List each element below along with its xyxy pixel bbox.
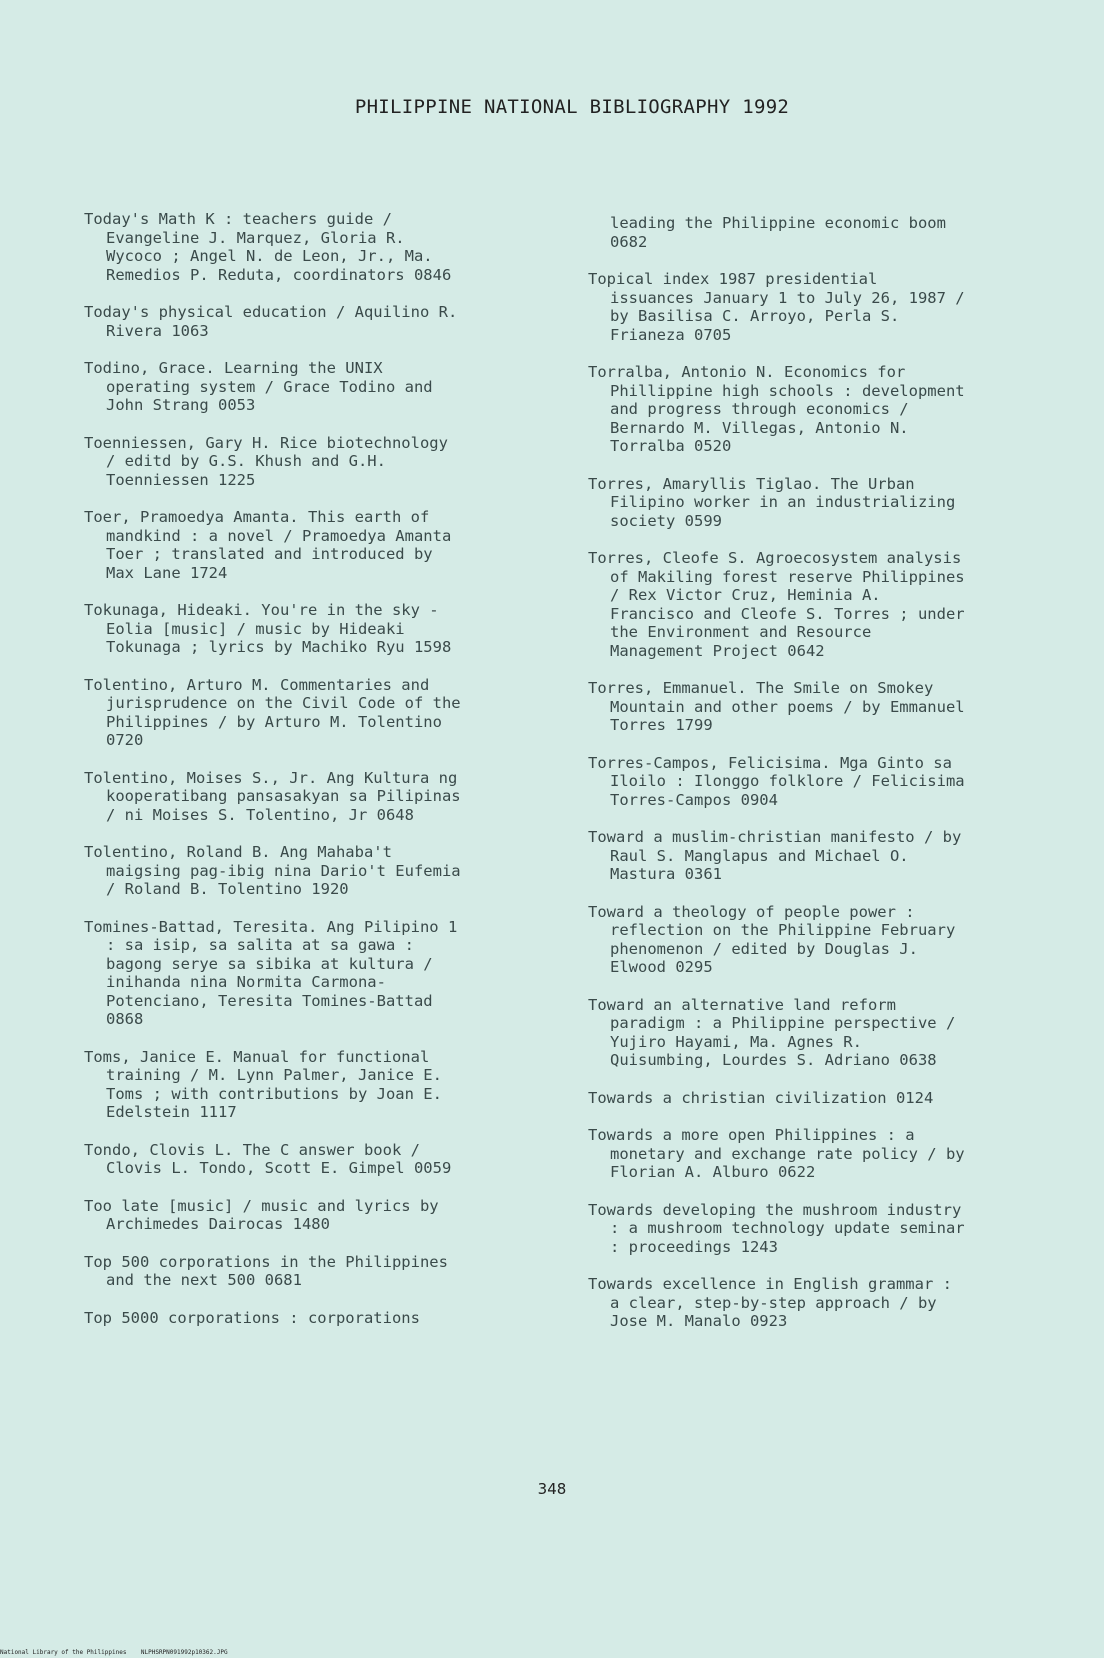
bibliography-entry: Toward an alternative land reform paradigm : a Philippine perspective / Yujiro Hayami, Ma. Agnes R. Quisumbing, Lourdes S. Adriano 0638 [588,995,956,1069]
bibliography-entry: Toer, Pramoedya Amanta. This earth of mandkind : a novel / Pramoedya Amanta Toer ; translated and introduced by Max Lane 1724 [84,508,452,582]
bibliography-entry: Torres, Emmanuel. The Smile on Smokey Mountain and other poems / by Emmanuel Torres 1799 [588,679,965,734]
left-column [84,210,554,1346]
bibliography-entry: Torres-Campos, Felicisima. Mga Ginto sa Iloilo : Ilonggo folklore / Felicisima Torres-Campos 0904 [588,753,965,809]
bibliography-entry: Tolentino, Arturo M. Commentaries and jurisprudence on the Civil Code of the Philippines / by Arturo M. Tolentino 0720 [84,675,461,749]
bibliography-entry: Towards developing the mushroom industry : a mushroom technology update seminar : proceedings 1243 [588,1200,965,1256]
bibliography-entry: Today's physical education / Aquilino R. Rivera 1063 [84,303,458,340]
bibliography-entry: Torres, Cleofe S. Agroecosystem analysis of Makiling forest reserve Philippines / Rex Victor Cruz, Heminia A. Francisco and Cleofe S. Torres ; under the Environment and Resource Management Project 0642 [588,549,965,660]
bibliography-entry: Toward a muslim-christian manifesto / by Raul S. Manglapus and Michael O. Mastura 0361 [588,828,962,883]
bibliography-entry: Towards excellence in English grammar : a clear, step-by-step approach / by Jose M. Manalo 0923 [588,1275,952,1330]
bibliography-entry: Toms, Janice E. Manual for functional training / M. Lynn Palmer, Janice E. Toms ; with contributions by Joan E. Edelstein 1117 [84,1047,442,1121]
bibliography-entry: Tondo, Clovis L. The C answer book / Clovis L. Tondo, Scott E. Gimpel 0059 [84,1140,452,1177]
bibliography-entry: Tolentino, Moises S., Jr. Ang Kultura ng kooperatibang pansasakyan sa Pilipinas / ni Moises S. Tolentino, Jr 0648 [84,768,461,824]
bibliography-entry: Tolentino, Roland B. Ang Mahaba't maigsing pag-ibig nina Dario't Eufemia / Roland B. Tolentino 1920 [84,843,461,898]
bibliography-entry: Torres, Amaryllis Tiglao. The Urban Filipino worker in an industrializing society 0599 [588,474,956,530]
bibliography-entry-continuation: leading the Philippine economic boom 0682 [610,214,946,251]
bibliography-entry: Torralba, Antonio N. Economics for Phillippine high schools : development and progress through economics / Bernardo M. Villegas, Antonio N. Torralba 0520 [588,363,965,455]
bibliography-entry: Toenniessen, Gary H. Rice biotechnology / editd by G.S. Khush and G.H. Toenniessen 1225 [84,433,448,489]
bibliography-entry: Todino, Grace. Learning the UNIX operating system / Grace Todino and John Strang 0053 [84,359,433,414]
bibliography-entry: Tomines-Battad, Teresita. Ang Pilipino 1 : sa isip, sa salita at sa gawa : bagong serye sa sibika at kultura / inihanda nina Normita Carmona- Potenciano, Teresita Tomines-Battad 0868 [84,917,458,1028]
page-number: 348 [537,1480,567,1498]
bibliography-entry: Too late [music] / music and lyrics by Archimedes Dairocas 1480 [84,1196,439,1233]
right-column [588,214,1058,1350]
bibliography-entry: Top 500 corporations in the Philippines and the next 500 0681 [84,1252,448,1289]
bibliography-entry: Topical index 1987 presidential issuances January 1 to July 26, 1987 / by Basilisa C. Arroyo, Perla S. Frianeza 0705 [588,270,965,344]
bibliography-entry: Toward a theology of people power : reflection on the Philippine February phenomenon / edited by Douglas J. Elwood 0295 [588,902,956,976]
bibliography-entry: Top 5000 corporations : corporations [84,1308,420,1327]
scan-footer: National Library of the Philippines NLPHSRPN091992p10362.JPG [0,1649,228,1656]
bibliography-entry: Towards a more open Philippines : a monetary and exchange rate policy / by Florian A. Alburo 0622 [588,1126,965,1181]
bibliography-entry: Tokunaga, Hideaki. You're in the sky - Eolia [music] / music by Hideaki Tokunaga ; lyrics by Machiko Ryu 1598 [84,601,452,656]
bibliography-entry: Today's Math K : teachers guide / Evangeline J. Marquez, Gloria R. Wycoco ; Angel N. de Leon, Jr., Ma. Remedios P. Reduta, coordinators 0846 [84,210,452,284]
bibliography-entry: Towards a christian civilization 0124 [588,1088,934,1107]
page-title: PHILIPPINE NATIONAL BIBLIOGRAPHY 1992 [354,96,790,118]
